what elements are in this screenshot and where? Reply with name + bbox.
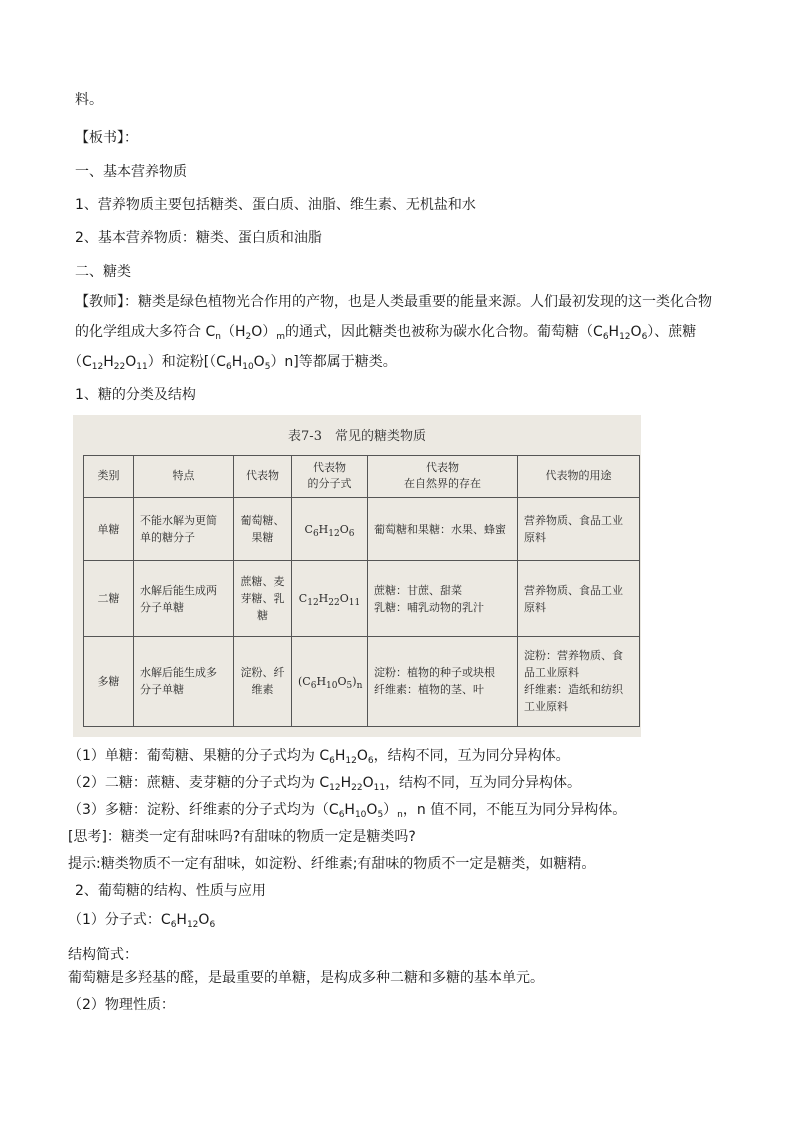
category-cell: 二糖 [84, 561, 134, 637]
category-cell: 单糖 [84, 497, 134, 560]
figure-title: 表7-3 常见的糖类物质 [288, 429, 426, 444]
section-heading: 一、基本营养物质 [75, 164, 187, 180]
representative-cell: 葡萄糖、果糖 [234, 497, 292, 560]
use-cell: 淀粉：营养物质、食品工业原料 纤维素：造纸和纺织工业原料 [518, 636, 640, 726]
text-line: 料。 [75, 92, 103, 108]
representative-cell: 蔗糖、麦芽糖、乳糖 [234, 561, 292, 637]
formula-cell: $C_{12}H_{22}O_{11}$ [292, 561, 368, 637]
nature-cell: 蔗糖：甘蔗、甜菜 乳糖：哺乳动物的乳汁 [368, 561, 518, 637]
table-header-row [84, 456, 640, 498]
teacher-paragraph-line: $(C_{12}H_{22}O_{11})$和淀粉$[(C_6H_{10}O_5)n]$等都属于糖类。 [68, 354, 397, 372]
section-heading: 二、糖类 [75, 264, 131, 280]
table-row [84, 561, 640, 637]
text-line: 1、营养物质主要包括糖类、蛋白质、油脂、维生素、无机盐和水 [75, 197, 476, 213]
feature-cell: 不能水解为更简单的糖分子 [134, 497, 234, 560]
formula-cell: $C_6H_{12}O_6$ [292, 497, 368, 560]
text-line: （3）多糖：淀粉、纤维素的分子式均为$(C_6H_{10}O_5)_n$，n 值不同，不能互为同分异构体。 [68, 802, 627, 820]
use-cell: 营养物质、食品工业原料 [518, 497, 640, 560]
text-line: 2、基本营养物质：糖类、蛋白质和油脂 [75, 230, 322, 246]
text-line: 葡萄糖是多羟基的醛，是最重要的单糖，是构成多种二糖和多糖的基本单元。 [68, 970, 544, 986]
text-line: （2）二糖：蔗糖、麦芽糖的分子式均为 $C_{12}H_{22}O_{11}$，结构不同，互为同分异构体。 [68, 775, 582, 793]
hint-text: 提示:糖类物质不一定有甜味，如淀粉、纤维素;有甜味的物质不一定是糖类，如糖精。 [68, 856, 596, 872]
table-header-cell: 类别 [84, 456, 134, 498]
table-header-cell: 代表物 在自然界的存在 [368, 456, 518, 498]
table-row [84, 636, 640, 726]
representative-cell: 淀粉、纤维素 [234, 636, 292, 726]
subsection-heading: 1、糖的分类及结构 [75, 387, 196, 403]
use-cell: 营养物质、食品工业原料 [518, 561, 640, 637]
feature-cell: 水解后能生成多分子单糖 [134, 636, 234, 726]
formula-cell: $(C_6H_{10}O_5)_n$ [292, 636, 368, 726]
subsection-heading: 2、葡萄糖的结构、性质与应用 [75, 883, 266, 899]
text-line: （2）物理性质： [68, 997, 175, 1013]
nature-cell: 淀粉：植物的种子或块根 纤维素：植物的茎、叶 [368, 636, 518, 726]
sugar-table-figure [73, 415, 641, 737]
nature-cell: 葡萄糖和果糖：水果、蜂蜜 [368, 497, 518, 560]
table-header-cell: 代表物 [234, 456, 292, 498]
table-row [84, 497, 640, 560]
feature-cell: 水解后能生成两分子单糖 [134, 561, 234, 637]
text-line: （1）单糖：葡萄糖、果糖的分子式均为 $C_6H_{12}O_6$，结构不同，互为同分异构体。 [68, 748, 570, 766]
think-question: [思考]：糖类一定有甜味吗?有甜味的物质一定是糖类吗? [68, 829, 416, 845]
table-header-cell: 特点 [134, 456, 234, 498]
table-header-cell: 代表物的用途 [518, 456, 640, 498]
blackboard-heading: 【板书】： [75, 130, 138, 146]
category-cell: 多糖 [84, 636, 134, 726]
table-header-cell: 代表物 的分子式 [292, 456, 368, 498]
sugar-table [83, 455, 640, 727]
teacher-paragraph-line: 的化学组成大多符合 $C_n(H_2O)_m$的通式，因此糖类也被称为碳水化合物。葡萄糖$(C_6H_{12}O_6)$、蔗糖 [75, 324, 697, 342]
text-line: 结构简式： [68, 947, 138, 963]
text-line: （1）分子式：$C_6H_{12}O_6$ [68, 912, 216, 930]
teacher-paragraph-line: 【教师】：糖类是绿色植物光合作用的产物，也是人类最重要的能量来源。人们最初发现的这一类化合物 [75, 294, 712, 310]
